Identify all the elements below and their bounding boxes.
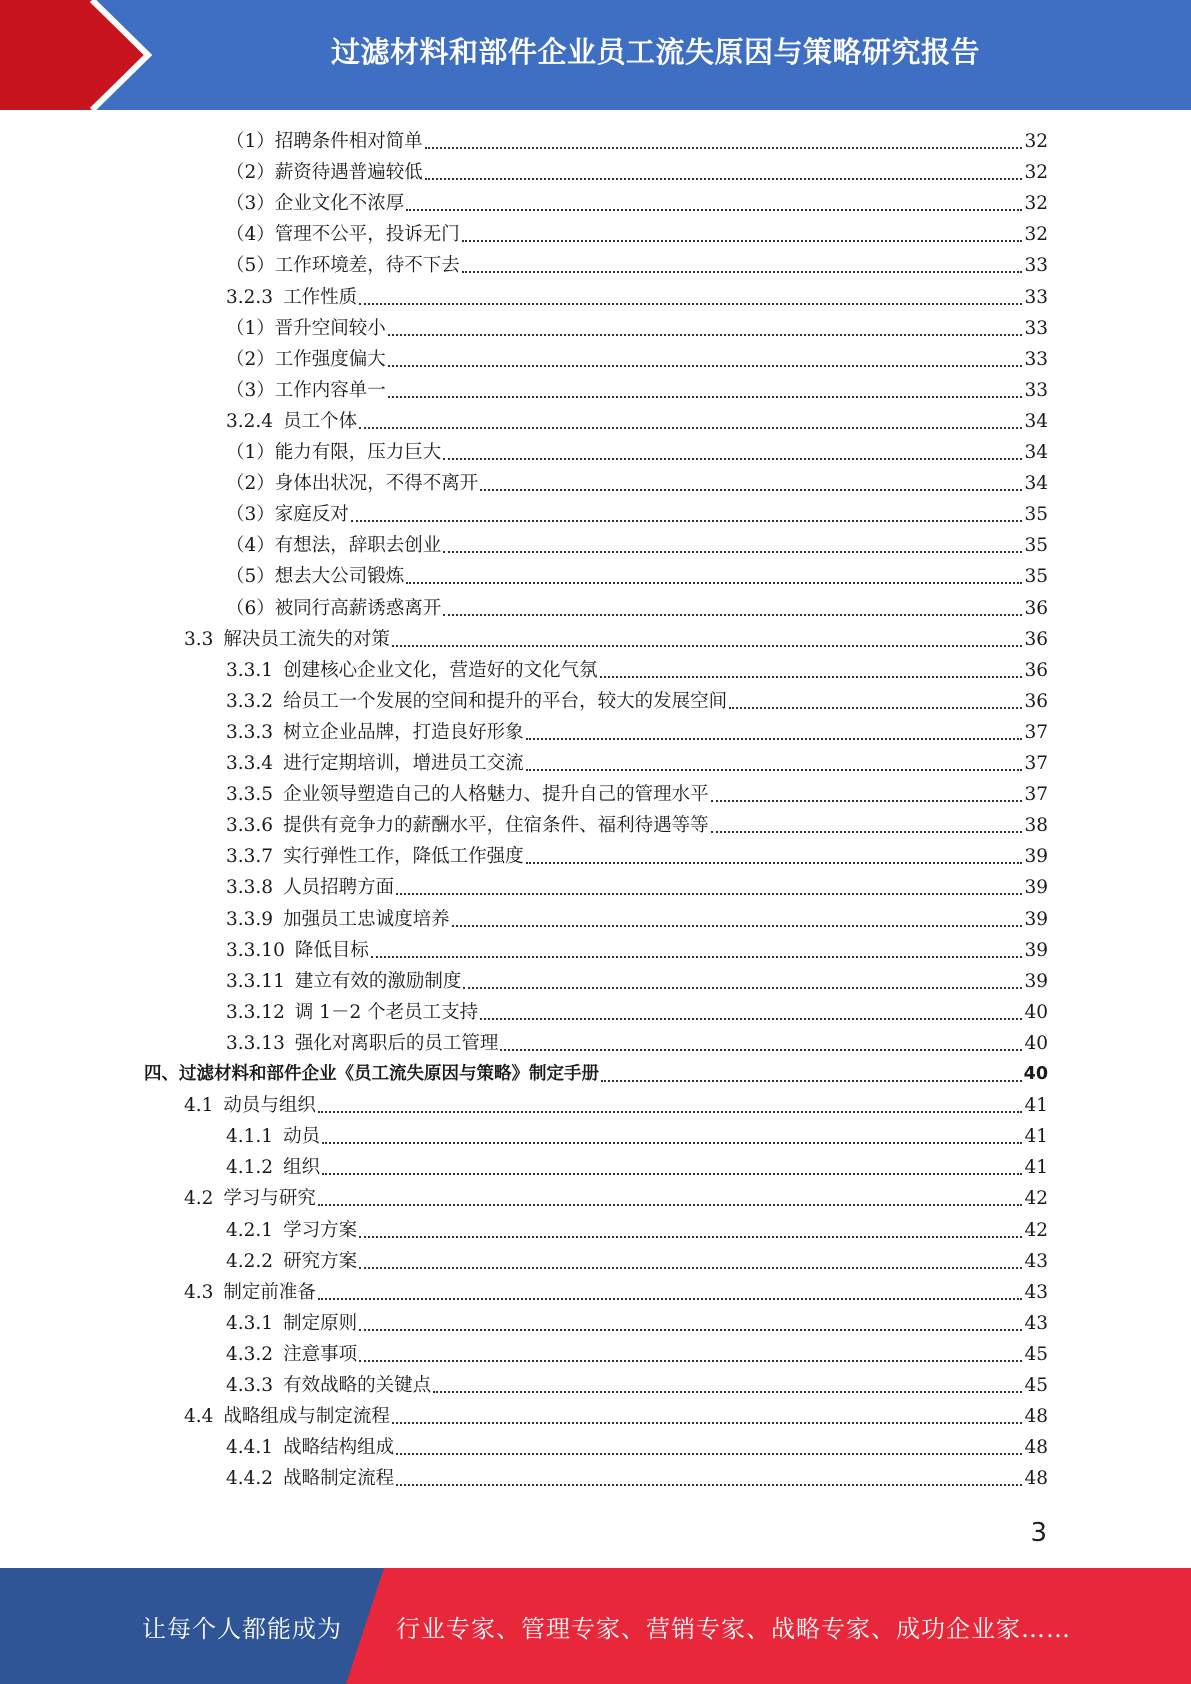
toc-entry-page: 33 [1024,255,1048,276]
toc-entry[interactable] [226,717,1048,748]
toc-dot-leader [425,146,1023,149]
toc-entry-number: 3.3.12 [226,1002,285,1023]
toc-entry-number: 4.1 [184,1095,214,1116]
toc-entry[interactable] [184,624,1048,655]
toc-dot-leader [371,955,1023,958]
toc-entry-page: 36 [1024,629,1048,650]
toc-entry-page: 39 [1024,909,1048,930]
toc-entry-title: 动员与组织 [223,1095,316,1116]
toc-entry-page: 48 [1024,1437,1048,1458]
toc-entry-number: 4.3.2 [226,1344,274,1365]
toc-entry-number: 3.3.10 [226,940,285,961]
toc-entry[interactable] [226,1432,1048,1463]
toc-entry-page: 32 [1024,162,1048,183]
toc-entry-title: 降低目标 [294,940,369,961]
toc-entry[interactable] [226,561,1048,592]
toc-entry-title: 能力有限，压力巨大 [274,442,442,463]
toc-dot-leader [359,1328,1022,1331]
toc-entry-page: 42 [1024,1188,1048,1209]
toc-entry-title: 家庭反对 [274,504,349,525]
toc-chapter-entry[interactable] [144,1059,1048,1090]
toc-entry[interactable] [226,406,1048,437]
toc-entry-title: 工作环境差，待不下去 [274,255,460,276]
toc-entry-title: 注意事项 [283,1344,358,1365]
toc-entry-page: 45 [1024,1375,1048,1396]
toc-dot-leader [462,239,1023,242]
page-footer [0,1568,1191,1684]
toc-entry[interactable] [226,997,1048,1028]
toc-entry-number: 4.3.1 [226,1313,274,1334]
toc-dot-leader [406,208,1022,211]
toc-entry[interactable] [226,219,1048,250]
toc-entry-number: （2） [226,473,275,494]
toc-entry-number: 3.3.3 [226,722,274,743]
toc-dot-leader [396,1452,1022,1455]
toc-entry-page: 34 [1024,411,1048,432]
toc-entry-title: 招聘条件相对简单 [274,131,423,152]
toc-entry[interactable] [226,313,1048,344]
toc-entry-number: 4.2 [184,1188,214,1209]
toc-entry-page: 37 [1024,784,1048,805]
toc-dot-leader [322,1141,1022,1144]
toc-entry[interactable] [226,1308,1048,1339]
toc-entry-page: 40 [1024,1033,1048,1054]
toc-dot-leader [452,924,1023,927]
toc-dot-leader [443,550,1022,553]
toc-entry[interactable] [226,779,1048,810]
toc-entry-title: 身体出状况，不得不离开 [274,473,479,494]
toc-entry-page: 45 [1024,1344,1048,1365]
toc-entry-title: 企业领导塑造自己的人格魅力、提升自己的管理水平 [283,784,709,805]
toc-entry-number: 3.3.4 [226,753,274,774]
toc-dot-leader [351,519,1023,522]
toc-entry-title: 创建核心企业文化，营造好的文化气氛 [283,660,598,681]
toc-entry[interactable] [184,1277,1048,1308]
toc-entry-page: 35 [1024,566,1048,587]
toc-entry-page: 48 [1024,1406,1048,1427]
toc-entry[interactable] [226,1339,1048,1370]
toc-entry-number: 3.2.4 [226,411,274,432]
toc-dot-leader [388,333,1023,336]
toc-dot-leader [462,270,1023,273]
toc-entry[interactable] [226,966,1048,997]
toc-entry-page: 43 [1024,1251,1048,1272]
toc-entry-number: （4） [226,224,275,245]
toc-entry-number: 3.3 [184,629,214,650]
toc-dot-leader [601,1079,1022,1082]
toc-entry-number: 4.2.2 [226,1251,274,1272]
toc-entry-title: 提供有竞争力的薪酬水平，住宿条件、福利待遇等等 [283,815,709,836]
toc-entry-number: 4.3 [184,1282,214,1303]
toc-entry-page: 38 [1024,815,1048,836]
toc-entry[interactable] [226,655,1048,686]
toc-entry-title: 组织 [283,1157,321,1178]
toc-entry-title: 工作性质 [283,287,358,308]
toc-dot-leader [526,861,1023,864]
toc-entry[interactable] [226,1121,1048,1152]
toc-entry[interactable] [226,375,1048,406]
toc-entry-page: 37 [1024,722,1048,743]
toc-entry-title: 制定前准备 [223,1282,316,1303]
toc-dot-leader [443,613,1022,616]
toc-entry[interactable] [226,686,1048,717]
toc-entry-title: 有效战略的关键点 [283,1375,432,1396]
toc-entry-title: 制定原则 [283,1313,358,1334]
toc-entry-title: 建立有效的激励制度 [294,971,462,992]
toc-entry-page: 33 [1024,349,1048,370]
toc-entry-title: 加强员工忠诚度培养 [283,909,450,930]
toc-entry-title: 给员工一个发展的空间和提升的平台，较大的发展空间 [283,691,728,712]
toc-entry-number: （1） [226,318,275,339]
toc-entry[interactable] [226,499,1048,530]
report-title: 过滤材料和部件企业员工流失原因与策略研究报告 [330,34,980,69]
toc-entry-page: 39 [1024,971,1048,992]
toc-entry-title: 被同行高薪诱惑离开 [274,598,442,619]
toc-entry-page: 34 [1024,442,1048,463]
toc-dot-leader [480,488,1022,491]
toc-dot-leader [388,364,1023,367]
toc-entry-page: 35 [1024,504,1048,525]
toc-entry-page: 32 [1024,224,1048,245]
toc-entry-page: 39 [1024,846,1048,867]
toc-entry[interactable] [226,841,1048,872]
toc-entry-number: 4.2.1 [226,1220,274,1241]
toc-dot-leader [318,1297,1023,1300]
toc-entry[interactable] [184,1090,1048,1121]
toc-entry-title: 研究方案 [283,1251,358,1272]
toc-entry-number: 3.3.7 [226,846,274,867]
toc-entry[interactable] [226,872,1048,903]
toc-entry[interactable] [226,468,1048,499]
page-header [0,0,1191,110]
toc-entry-number: 3.3.2 [226,691,274,712]
toc-dot-leader [480,1017,1022,1020]
toc-entry-title: 员工个体 [283,411,358,432]
toc-dot-leader [318,1203,1023,1206]
toc-entry-page: 36 [1024,598,1048,619]
toc-dot-leader [463,986,1022,989]
toc-entry-title: 战略结构组成 [283,1437,395,1458]
toc-entry-title: 战略组成与制定流程 [223,1406,390,1427]
toc-entry-title: 进行定期培训，增进员工交流 [283,753,524,774]
toc-entry-title: 有想法，辞职去创业 [274,535,442,556]
toc-entry-number: （5） [226,566,275,587]
toc-entry-title: 强化对离职后的员工管理 [294,1033,499,1054]
toc-dot-leader [500,1048,1022,1051]
toc-entry-number: （2） [226,349,275,370]
toc-dot-leader [526,768,1023,771]
toc-entry-page: 41 [1024,1157,1048,1178]
toc-entry-title: 工作内容单一 [274,380,386,401]
toc-dot-leader [359,1266,1022,1269]
toc-entry[interactable] [226,810,1048,841]
toc-entry-number: 4.3.3 [226,1375,274,1396]
toc-entry[interactable] [226,1152,1048,1183]
toc-entry-title: 调 1－2 个老员工支持 [294,1002,479,1023]
toc-dot-leader [600,675,1023,678]
toc-entry-title: 战略制定流程 [283,1468,395,1489]
toc-dot-leader [729,706,1022,709]
toc-entry-number: （1） [226,131,275,152]
toc-dot-leader [359,1359,1022,1362]
toc-entry-title: 树立企业品牌，打造良好形象 [283,722,524,743]
toc-dot-leader [322,1172,1022,1175]
toc-entry-title: 四、过滤材料和部件企业《员工流失原因与策略》制定手册 [144,1064,599,1084]
toc-entry-title: 工作强度偏大 [274,349,386,370]
toc-entry-number: （5） [226,255,275,276]
toc-dot-leader [443,457,1022,460]
toc-entry-page: 40 [1023,1064,1048,1084]
toc-entry-number: （3） [226,193,275,214]
toc-entry-page: 43 [1024,1282,1048,1303]
toc-entry[interactable] [226,1246,1048,1277]
toc-entry-page: 36 [1024,660,1048,681]
toc-dot-leader [396,1483,1022,1486]
toc-dot-leader [359,302,1022,305]
toc-entry-number: （4） [226,535,275,556]
toc-entry-page: 39 [1024,940,1048,961]
toc-entry-number: 3.3.9 [226,909,274,930]
toc-dot-leader [711,799,1023,802]
toc-dot-leader [318,1110,1023,1113]
toc-entry[interactable] [226,1028,1048,1059]
toc-entry-number: 3.3.1 [226,660,274,681]
toc-entry-number: （3） [226,380,275,401]
toc-entry-number: 3.3.8 [226,877,274,898]
toc-entry-page: 41 [1024,1126,1048,1147]
toc-dot-leader [406,581,1022,584]
toc-entry-page: 41 [1024,1095,1048,1116]
toc-entry[interactable] [226,748,1048,779]
toc-entry-number: （1） [226,442,275,463]
toc-entry-title: 动员 [283,1126,321,1147]
toc-entry-title: 学习方案 [283,1220,358,1241]
toc-entry[interactable] [226,157,1048,188]
toc-dot-leader [396,892,1022,895]
toc-entry[interactable] [226,344,1048,375]
toc-dot-leader [526,737,1023,740]
toc-entry[interactable] [226,250,1048,281]
toc-entry-number: （3） [226,504,275,525]
toc-entry-page: 33 [1024,318,1048,339]
toc-entry-page: 39 [1024,877,1048,898]
toc-entry-number: 3.3.13 [226,1033,285,1054]
toc-entry-title: 管理不公平，投诉无门 [274,224,460,245]
toc-entry-page: 34 [1024,473,1048,494]
toc-entry[interactable] [184,1183,1048,1214]
page-number: 3 [1030,1518,1047,1548]
toc-entry[interactable] [226,593,1048,624]
toc-entry-number: （2） [226,162,275,183]
toc-entry-title: 实行弹性工作，降低工作强度 [283,846,524,867]
toc-dot-leader [359,1235,1022,1238]
toc-entry-page: 35 [1024,535,1048,556]
toc-entry-number: 3.3.5 [226,784,274,805]
footer-slogan-left: 让每个人都能成为 [142,1614,342,1643]
toc-dot-leader [433,1390,1022,1393]
toc-entry-title: 解决员工流失的对策 [223,629,390,650]
toc-entry[interactable] [226,188,1048,219]
toc-entry-number: 4.1.2 [226,1157,274,1178]
toc-entry-title: 企业文化不浓厚 [274,193,405,214]
footer-slogan-right: 行业专家、管理专家、营销专家、战略专家、成功企业家…… [396,1614,1071,1643]
toc-dot-leader [388,395,1023,398]
toc-entry-page: 36 [1024,691,1048,712]
toc-entry-page: 37 [1024,753,1048,774]
toc-entry[interactable] [226,530,1048,561]
toc-entry[interactable] [184,1401,1048,1432]
toc-entry-number: （6） [226,598,275,619]
toc-entry[interactable] [226,935,1048,966]
toc-entry-number: 3.2.3 [226,287,274,308]
toc-entry-page: 43 [1024,1313,1048,1334]
toc-entry[interactable] [226,904,1048,935]
toc-dot-leader [425,177,1023,180]
toc-entry-title: 晋升空间较小 [274,318,386,339]
toc-entry-title: 学习与研究 [223,1188,316,1209]
toc-entry-page: 40 [1024,1002,1048,1023]
toc-entry-page: 33 [1024,287,1048,308]
toc-dot-leader [392,644,1023,647]
toc-entry[interactable] [226,437,1048,468]
toc-entry-number: 4.1.1 [226,1126,274,1147]
toc-entry-number: 3.3.11 [226,971,285,992]
toc-entry-number: 4.4 [184,1406,214,1427]
toc-dot-leader [711,830,1023,833]
toc-entry-page: 32 [1024,131,1048,152]
toc-entry-page: 32 [1024,193,1048,214]
toc-entry-number: 4.4.2 [226,1468,274,1489]
toc-entry-number: 4.4.1 [226,1437,274,1458]
toc-entry[interactable] [226,126,1048,157]
toc-entry-page: 33 [1024,380,1048,401]
toc-entry-title: 想去大公司锻炼 [274,566,405,587]
toc-dot-leader [359,426,1022,429]
toc-entry-title: 人员招聘方面 [283,877,395,898]
toc-entry-page: 42 [1024,1220,1048,1241]
toc-entry[interactable] [226,1215,1048,1246]
toc-dot-leader [392,1421,1023,1424]
toc-entry-title: 薪资待遇普遍较低 [274,162,423,183]
toc-entry-number: 3.3.6 [226,815,274,836]
toc-entry[interactable] [226,1463,1048,1494]
toc-entry[interactable] [226,1370,1048,1401]
toc-entry-page: 48 [1024,1468,1048,1489]
toc-entry[interactable] [226,282,1048,313]
